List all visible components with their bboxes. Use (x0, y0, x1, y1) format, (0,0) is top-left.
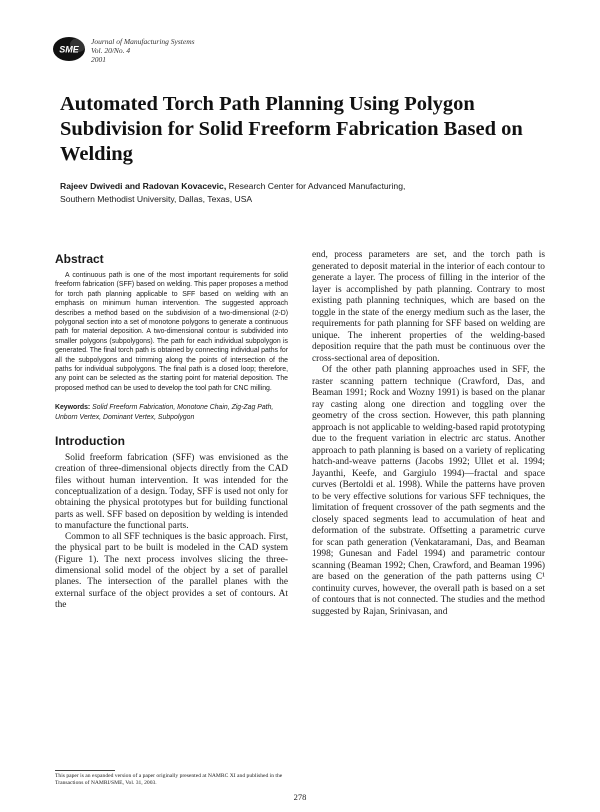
author-block (60, 180, 550, 206)
keywords-label: Keywords: (55, 404, 91, 412)
abstract-heading: Abstract (55, 252, 104, 266)
keywords (55, 403, 288, 422)
footnote: This paper is an expanded version of a paper originally presented at NAMRC XI and published in the Transactions of NAMRI/SME, Vol. 31, 2003. (55, 773, 283, 786)
left-column (55, 252, 288, 611)
intro-paragraph-1: Solid freeform fabrication (SFF) was envisioned as the creation of three-dimensional objects directly from the CAD files without human intervention. It was intended for the conceptualization of a design. Today, SFF is used not only for obtaining the physical prototypes but for building functional parts as well. SFF based on deposition by welding is intended to manufacture the functional parts. (55, 453, 288, 531)
paper-title: Automated Torch Path Planning Using Polygon Subdivision for Solid Freeform Fabrication Based on Welding (60, 93, 523, 165)
journal-info (91, 37, 195, 64)
keywords-text: Solid Freeform Fabrication, Monotone Chain, Zig-Zag Path, Unborn Vertex, Dominant Vertex, Subpolygon (55, 404, 274, 421)
page-number: 278 (293, 792, 307, 802)
sme-logo (52, 35, 88, 63)
affiliation-line-1: Research Center for Advanced Manufacturing, (228, 181, 406, 191)
journal-volume: Vol. 20/No. 4 (91, 46, 131, 55)
right-paragraph-2: Of the other path planning approaches used in SFF, the raster scanning pattern technique (Crawford, Das, and Beaman 1991; Rock and Wozny 1991) is based on the planar ray casting along one direction and toggling over the geometry of the cross section. However, this path planning approach is not applicable to welding-based rapid prototyping due to the frequent variation in electric arc status. Another approach to path planning is based on a variety of replicating hatch-and-weave patterns (Jacobs 1992; Ullet et al. 1994; Jayanthi, Keefe, and Gargiulo 1994)—fractal and space curves (Bertoldi et al. 1998). While the patterns have proven to be very effective solutions for various SFF techniques, the limitation of frequent crossover of the path segments and the closely spaced segments lead to accumulation of heat and deformation of the substrate. Offsetting a parametric curve for scan path generation (Venkataramani, Das, and Beaman 1998; Gunesan and Fadel 1994) and parametric contour scanning (Beaman 1992; Chen, Crawford, and Beaman 1996) are based on the generation of the path patterns using C¹ continuity curves, however, the overall path is based on a set of contours that is not connected. The studies and the method suggested by Rajan, Srinivasan, and (312, 365, 545, 617)
journal-name: Journal of Manufacturing Systems (91, 37, 195, 46)
journal-year: 2001 (91, 55, 106, 64)
introduction-heading: Introduction (55, 434, 125, 449)
right-paragraph-1: end, process parameters are set, and the torch path is generated to deposit material in the interior of each contour to generate a layer. The process of filling in the interior of the layer is accomplished by path planning. Contrary to most existing path planning techniques, which are based on the toggle in the state of the energy medium such as the laser, the requirements for path planning for SFF based on welding are unique. The inherent properties of the welding-based deposition require that the path must be continuous over the cross-sectional area of deposition. (312, 250, 545, 364)
abstract-text: A continuous path is one of the most important requirements for solid freeform fabrication (SFF) based on welding. This paper proposes a method for torch path planning applicable to SFF based on welding with an emphasis on minimum human intervention. The suggested approach describes a method based on the subdivision of a two-dimensional (2-D) polygonal section into a set of monotone polygons to generate a continuous path for material deposition. A two-dimensional contour is subdivided into smaller polygons (subpolygons). The path for each individual subpolygon is generated. The final torch path is obtained by connecting individual paths for all the subpolygons and trimming along the points of intersection of the paths for individual subpolygons. The final path is a closed loop; therefore, any point can be selected as the starting point for material deposition. The proposed method can be used to develop the tool path for CNC milling. (55, 272, 288, 392)
author-names: Rajeev Dwivedi and Radovan Kovacevic, (60, 181, 227, 191)
logo-text: SME (59, 44, 79, 55)
footnote-rule (55, 770, 115, 771)
intro-paragraph-2: Common to all SFF techniques is the basic approach. First, the physical part to be built is modeled in the CAD system (Figure 1). The next process involves slicing the three-dimensional solid model of the object by a set of parallel planes. The intersection of the parallel planes with the external surface of the object provides a set of contours. At the (55, 532, 288, 610)
affiliation-line-2: Southern Methodist University, Dallas, Texas, USA (60, 194, 253, 204)
right-column (312, 250, 545, 618)
